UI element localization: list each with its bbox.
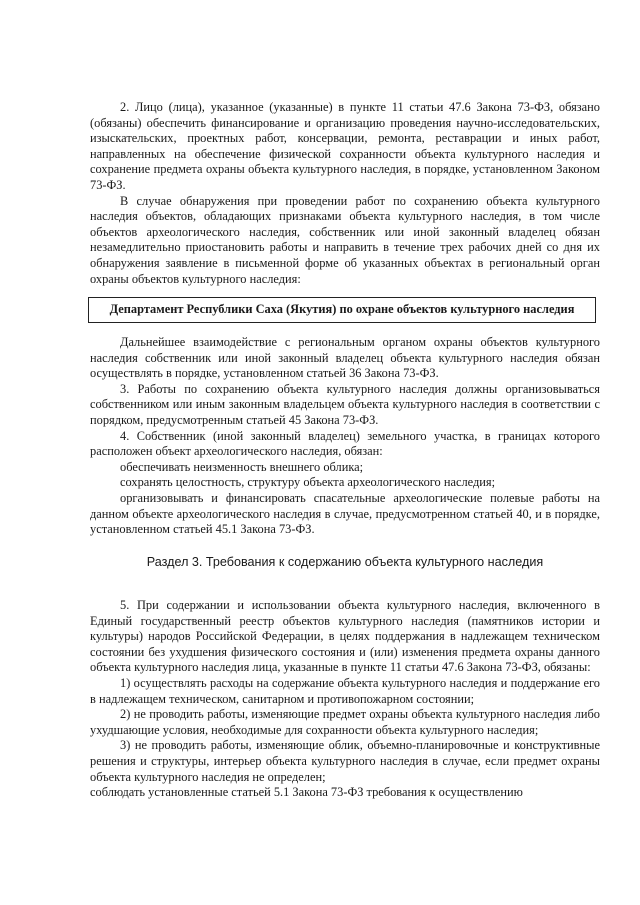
paragraph-item-4: 4. Собственник (иной законный владелец) земельного участка, в границах которого расположен объект археологического наследия, обязан: xyxy=(90,428,600,459)
paragraph-item-5-2: 2) не проводить работы, изменяющие предмет охраны объекта культурного наследия либо ухудшающие условия, необходимые для сохранности объекта культурного наследия; xyxy=(90,707,600,737)
paragraph-item-5-1: 1) осуществлять расходы на содержание объекта культурного наследия и поддержание его в надлежащем техническом, санитарном и противопожарном состоянии; xyxy=(90,675,600,706)
paragraph-item-2: 2. Лицо (лица), указанное (указанные) в пункте 11 статьи 47.6 Закона 73-ФЗ, обязано (обязаны) обеспечить финансирование и организацию проведения научно-исследовательских, изыскательских, проектных работ, консервации, ремонта, реставрации и иных работ, направленных на обеспечение физической сохранности объекта культурного наследия и сохранение предмета охраны объекта культурного наследия, в порядке, установленном Законом 73-ФЗ. xyxy=(90,100,600,192)
paragraph-item-5-tail: соблюдать установленные статьей 5.1 Закона 73-ФЗ требования к осуществлению xyxy=(90,785,523,800)
paragraph-item-5: 5. При содержании и использовании объекта культурного наследия, включенного в Единый государственный реестр объектов культурного наследия (памятников истории и культуры) народов Российской Федерации, в целях поддержания в надлежащем техническом состоянии без ухудшения физического состояния и (или) изменения предмета охраны данного объекта культурного наследия лица, указанные в пункте 11 статьи 47.6 Закона 73-ФЗ, обязаны: xyxy=(90,598,600,675)
paragraph-item-5-3: 3) не проводить работы, изменяющие облик, объемно-планировочные и конструктивные решения и структуры, интерьер объекта культурного наследия в случае, если предмет охраны объекта культурного наследия не определен; xyxy=(90,738,600,784)
paragraph-item-4-b: сохранять целостность, структуру объекта археологического наследия; xyxy=(120,475,496,490)
text-block-interaction xyxy=(90,335,600,538)
text-block-maintenance xyxy=(90,598,600,801)
paragraph-item-4-a: обеспечивать неизменность внешнего облика; xyxy=(120,459,364,474)
paragraph-interaction: Дальнейшее взаимодействие с региональным органом охраны объектов культурного наследия собственник или иной законный владелец объекта культурного наследия обязан осуществлять в порядке, установленном статьей 36 Закона 73-ФЗ. xyxy=(90,335,600,381)
paragraph-item-3: 3. Работы по сохранению объекта культурного наследия должны организовываться собственником или иным законным владельцем объекта культурного наследия в соответствии с порядком, предусмотренным статьей 45 Закона 73-ФЗ. xyxy=(90,381,600,427)
section-title: Раздел 3. Требования к содержанию объекта культурного наследия xyxy=(146,555,544,569)
paragraph-item-4-c: организовывать и финансировать спасательные археологические полевые работы на данном объекте археологического наследия в случае, предусмотренном статьей 40, и в порядке, установленном статьей 45.1 Закона 73-ФЗ. xyxy=(90,490,600,537)
authority-box xyxy=(88,297,596,323)
text-block-obligations xyxy=(90,100,600,287)
paragraph-discovery: В случае обнаружения при проведении работ по сохранению объекта культурного наследия объектов, обладающих признаками объекта культурного наследия, в том числе объектов археологического наследия, собственник или иной законный владелец обязан незамедлительно приостановить работы и направить в течение трех рабочих дней со дня их обнаружения заявление в письменной форме об указанных объектах в региональный орган охраны объектов культурного наследия: xyxy=(90,193,600,286)
authority-name: Департамент Республики Саха (Якутия) по охране объектов культурного наследия xyxy=(109,302,575,317)
